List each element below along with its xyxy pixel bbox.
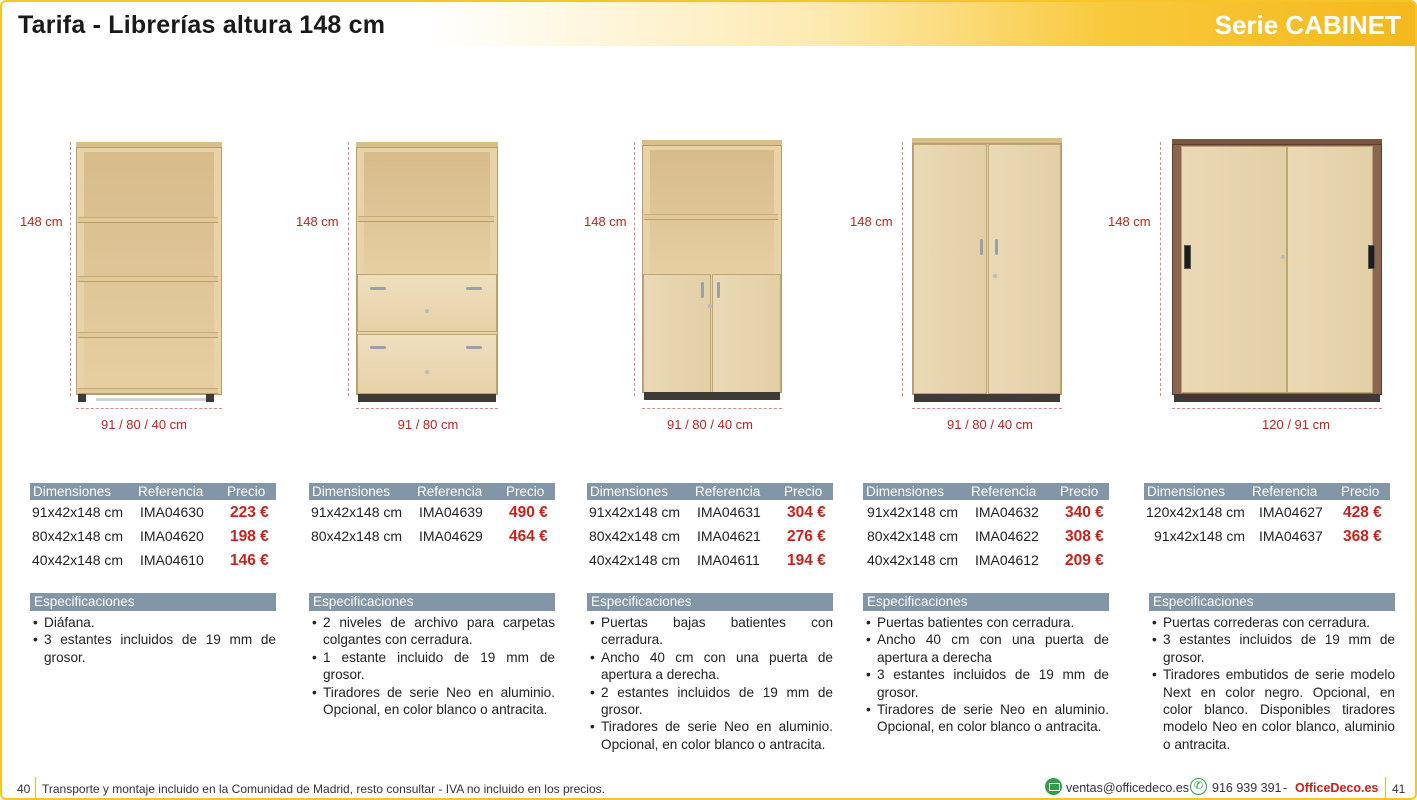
col-reference: Referencia <box>417 484 483 499</box>
spec-item: • Diáfana. <box>30 614 276 631</box>
cell-dimensions: 120x42x148 cm <box>1146 504 1245 520</box>
page-footer <box>2 774 1417 800</box>
table-header <box>863 483 1109 500</box>
cell-price: 490 € <box>509 504 548 521</box>
specifications-list <box>30 614 276 666</box>
col-dimensions: Dimensiones <box>33 484 112 499</box>
price-table <box>30 483 276 572</box>
cell-reference: IMA04629 <box>419 528 483 544</box>
height-label: 148 cm <box>850 214 893 229</box>
height-dimension-line <box>902 142 903 396</box>
table-row <box>863 500 1109 524</box>
spec-item: • 3 estantes incluidos de 19 mm de grosor. <box>1149 631 1395 666</box>
table-row <box>1144 524 1390 548</box>
specifications <box>309 593 555 718</box>
specifications <box>30 593 276 666</box>
page-number-left: 40 <box>17 782 31 796</box>
cell-dimensions: 80x42x148 cm <box>867 528 959 544</box>
spec-item: • Ancho 40 cm con una puerta de apertura a derecha <box>863 631 1109 666</box>
cell-reference: IMA04621 <box>697 528 761 544</box>
col-dimensions: Dimensiones <box>1147 484 1226 499</box>
specifications-list <box>1149 614 1395 753</box>
width-label: 120 / 91 cm <box>1262 417 1330 432</box>
spec-item: • Puertas correderas con cerradura. <box>1149 614 1395 631</box>
width-dimension-line <box>912 408 1062 409</box>
cell-dimensions: 40x42x148 cm <box>32 552 124 568</box>
specifications-header: Especificaciones <box>1149 593 1395 611</box>
height-dimension-line <box>634 142 635 396</box>
cell-price: 308 € <box>1065 528 1104 545</box>
cell-dimensions: 91x42x148 cm <box>32 504 124 520</box>
table-row <box>587 524 833 548</box>
footer-dash: - <box>1283 781 1288 795</box>
cell-dimensions: 40x42x148 cm <box>589 552 681 568</box>
cell-reference: IMA04627 <box>1259 504 1323 520</box>
cell-price: 304 € <box>787 504 826 521</box>
table-row <box>30 524 276 548</box>
page-title: Tarifa - Librerías altura 148 cm <box>18 11 386 39</box>
specifications <box>863 593 1109 736</box>
col-price: Precio <box>1341 484 1380 499</box>
cell-reference: IMA04610 <box>140 552 204 568</box>
table-header <box>1144 483 1390 500</box>
spec-item: • Tiradores de serie Neo en aluminio. Opcional, en color blanco o antracita. <box>863 701 1109 736</box>
cell-dimensions: 91x42x148 cm <box>311 504 403 520</box>
height-dimension-line <box>70 142 71 396</box>
height-label: 148 cm <box>20 214 63 229</box>
col-price: Precio <box>1060 484 1099 499</box>
col-reference: Referencia <box>138 484 204 499</box>
cell-dimensions: 80x42x148 cm <box>311 528 403 544</box>
width-dimension-line <box>356 408 498 409</box>
contact-phone[interactable]: 916 939 391 <box>1212 781 1282 795</box>
price-table <box>1144 483 1390 548</box>
cell-price: 194 € <box>787 552 826 569</box>
col-reference: Referencia <box>695 484 761 499</box>
col-reference: Referencia <box>971 484 1037 499</box>
specifications-header: Especificaciones <box>30 593 276 611</box>
width-label: 91 / 80 / 40 cm <box>667 417 753 432</box>
height-dimension-line <box>348 142 349 396</box>
spec-item: • Ancho 40 cm con una puerta de apertura a derecha. <box>587 649 833 684</box>
table-row <box>30 548 276 572</box>
footer-divider <box>35 777 36 799</box>
table-header <box>587 483 833 500</box>
spec-item: • 2 niveles de archivo para carpetas colgantes con cerradura. <box>309 614 555 649</box>
specifications-list <box>309 614 555 718</box>
spec-item: • 3 estantes incluidos de 19 mm de grosor. <box>863 666 1109 701</box>
table-header <box>30 483 276 500</box>
specifications-header: Especificaciones <box>309 593 555 611</box>
cell-dimensions: 80x42x148 cm <box>32 528 124 544</box>
col-price: Precio <box>784 484 823 499</box>
specifications-header: Especificaciones <box>587 593 833 611</box>
cell-reference: IMA04612 <box>975 552 1039 568</box>
cell-reference: IMA04620 <box>140 528 204 544</box>
cell-price: 464 € <box>509 528 548 545</box>
spec-item: • 2 estantes incluidos de 19 mm de grosor. <box>587 684 833 719</box>
cell-reference: IMA04611 <box>697 552 760 568</box>
width-label: 91 / 80 cm <box>397 417 459 432</box>
spec-item: • Puertas bajas batientes con cerradura. <box>587 614 833 649</box>
col-dimensions: Dimensiones <box>590 484 669 499</box>
table-row <box>1144 500 1390 524</box>
cell-reference: IMA04622 <box>975 528 1039 544</box>
cell-price: 198 € <box>230 528 269 545</box>
col-dimensions: Dimensiones <box>866 484 945 499</box>
spec-item: • 3 estantes incluidos de 19 mm de grosor. <box>30 631 276 666</box>
table-row <box>863 524 1109 548</box>
cell-price: 428 € <box>1343 504 1382 521</box>
cell-reference: IMA04630 <box>140 504 204 520</box>
col-price: Precio <box>506 484 545 499</box>
page-number-right: 41 <box>1392 782 1406 796</box>
specifications-list <box>587 614 833 753</box>
width-label: 91 / 80 / 40 cm <box>947 417 1033 432</box>
series-name: Serie CABINET <box>1214 10 1401 40</box>
table-row <box>863 548 1109 572</box>
cell-dimensions: 91x42x148 cm <box>867 504 959 520</box>
cell-dimensions: 40x42x148 cm <box>867 552 959 568</box>
table-row <box>309 524 555 548</box>
table-row <box>309 500 555 524</box>
cell-reference: IMA04639 <box>419 504 483 520</box>
cell-dimensions: 91x42x148 cm <box>589 504 681 520</box>
width-dimension-line <box>1172 408 1382 409</box>
cell-reference: IMA04637 <box>1259 528 1323 544</box>
price-table <box>863 483 1109 572</box>
spec-item: • Tiradores de serie Neo en aluminio. Opcional, en color blanco o antracita. <box>309 684 555 719</box>
spec-item: • 1 estante incluido de 19 mm de grosor. <box>309 649 555 684</box>
cell-price: 340 € <box>1065 504 1104 521</box>
width-dimension-line <box>642 408 782 409</box>
height-label: 148 cm <box>296 214 339 229</box>
cell-price: 368 € <box>1343 528 1382 545</box>
table-header <box>309 483 555 500</box>
cell-price: 146 € <box>230 552 269 569</box>
phone-icon: ✆ <box>1190 778 1207 795</box>
cell-reference: IMA04632 <box>975 504 1039 520</box>
specifications <box>1149 593 1395 753</box>
cell-price: 223 € <box>230 504 269 521</box>
contact-email[interactable]: ventas@officedeco.es <box>1066 781 1189 795</box>
specifications <box>587 593 833 753</box>
price-table <box>309 483 555 548</box>
cell-price: 276 € <box>787 528 826 545</box>
footer-divider <box>1385 777 1386 799</box>
spec-item: • Tiradores de serie Neo en aluminio. Opcional, en color blanco o antracita. <box>587 718 833 753</box>
col-reference: Referencia <box>1252 484 1318 499</box>
footer-note: Transporte y montaje incluido en la Comunidad de Madrid, resto consultar - IVA no incluido en los precios. <box>42 782 605 796</box>
height-label: 148 cm <box>584 214 627 229</box>
cell-dimensions: 91x42x148 cm <box>1154 528 1246 544</box>
cell-reference: IMA04631 <box>697 504 761 520</box>
specifications-header: Especificaciones <box>863 593 1109 611</box>
width-label: 91 / 80 / 40 cm <box>101 417 187 432</box>
mail-icon <box>1045 778 1062 795</box>
col-dimensions: Dimensiones <box>312 484 391 499</box>
cell-dimensions: 80x42x148 cm <box>589 528 681 544</box>
width-dimension-line <box>76 408 222 409</box>
cell-price: 209 € <box>1065 552 1104 569</box>
page-header <box>2 2 1417 46</box>
spec-item: • Tiradores embutidos de serie modelo Next en color negro. Opcional, en color blanco. Disponibles tiradores modelo Neo en color blanco, aluminio o antracita. <box>1149 666 1395 753</box>
table-row <box>30 500 276 524</box>
col-price: Precio <box>227 484 266 499</box>
table-row <box>587 548 833 572</box>
price-table <box>587 483 833 572</box>
height-label: 148 cm <box>1108 214 1151 229</box>
table-row <box>587 500 833 524</box>
specifications-list <box>863 614 1109 736</box>
height-dimension-line <box>1160 142 1161 396</box>
spec-item: • Puertas batientes con cerradura. <box>863 614 1109 631</box>
brand-link[interactable]: OfficeDeco.es <box>1295 781 1379 795</box>
